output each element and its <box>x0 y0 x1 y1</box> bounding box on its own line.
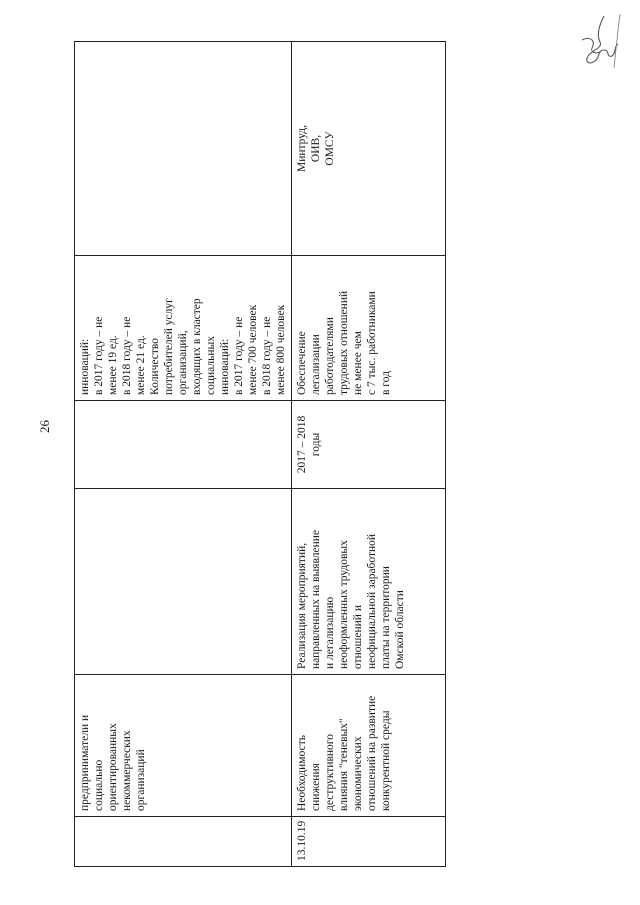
cell-period <box>75 401 292 489</box>
cell-problem: предприниматели и социально ориентированных некоммерческих организаций <box>75 675 292 817</box>
table-row <box>292 42 446 867</box>
cell-code <box>75 817 292 867</box>
cell-measure: Реализация мероприятий, направленных на выявление и легализацию неоформленных трудовых отношений и неофициальной заработной платы на территории Омской области <box>292 489 446 675</box>
cell-period: 2017 – 2018 годы <box>292 401 446 489</box>
handwritten-signature <box>570 10 626 72</box>
rotated-table-container <box>74 41 446 867</box>
table-row <box>75 42 292 867</box>
cell-indicator: инноваций: в 2017 году – не менее 19 ед. в 2018 году – не менее 21 ед. Количество потребителей услуг организаций, входящих в кластер социальных инноваций: в 2017 году – не менее 700 человек в 2018 году – не менее 800 человек <box>75 256 292 401</box>
cell-problem: Необходимость снижения деструктивного влияния "теневых" экономических отношений на развитие конкурентной среды <box>292 675 446 817</box>
page-number: 26 <box>37 420 52 433</box>
cell-code: 13.10.19 <box>292 817 446 867</box>
cell-responsible: Минтруд, ОИВ, ОМСУ <box>292 42 446 256</box>
measures-table <box>74 41 446 867</box>
cell-measure <box>75 489 292 675</box>
cell-indicator: Обеспечение легализации работодателями трудовых отношений не менее чем с 7 тыс. работниками в год <box>292 256 446 401</box>
cell-responsible <box>75 42 292 256</box>
